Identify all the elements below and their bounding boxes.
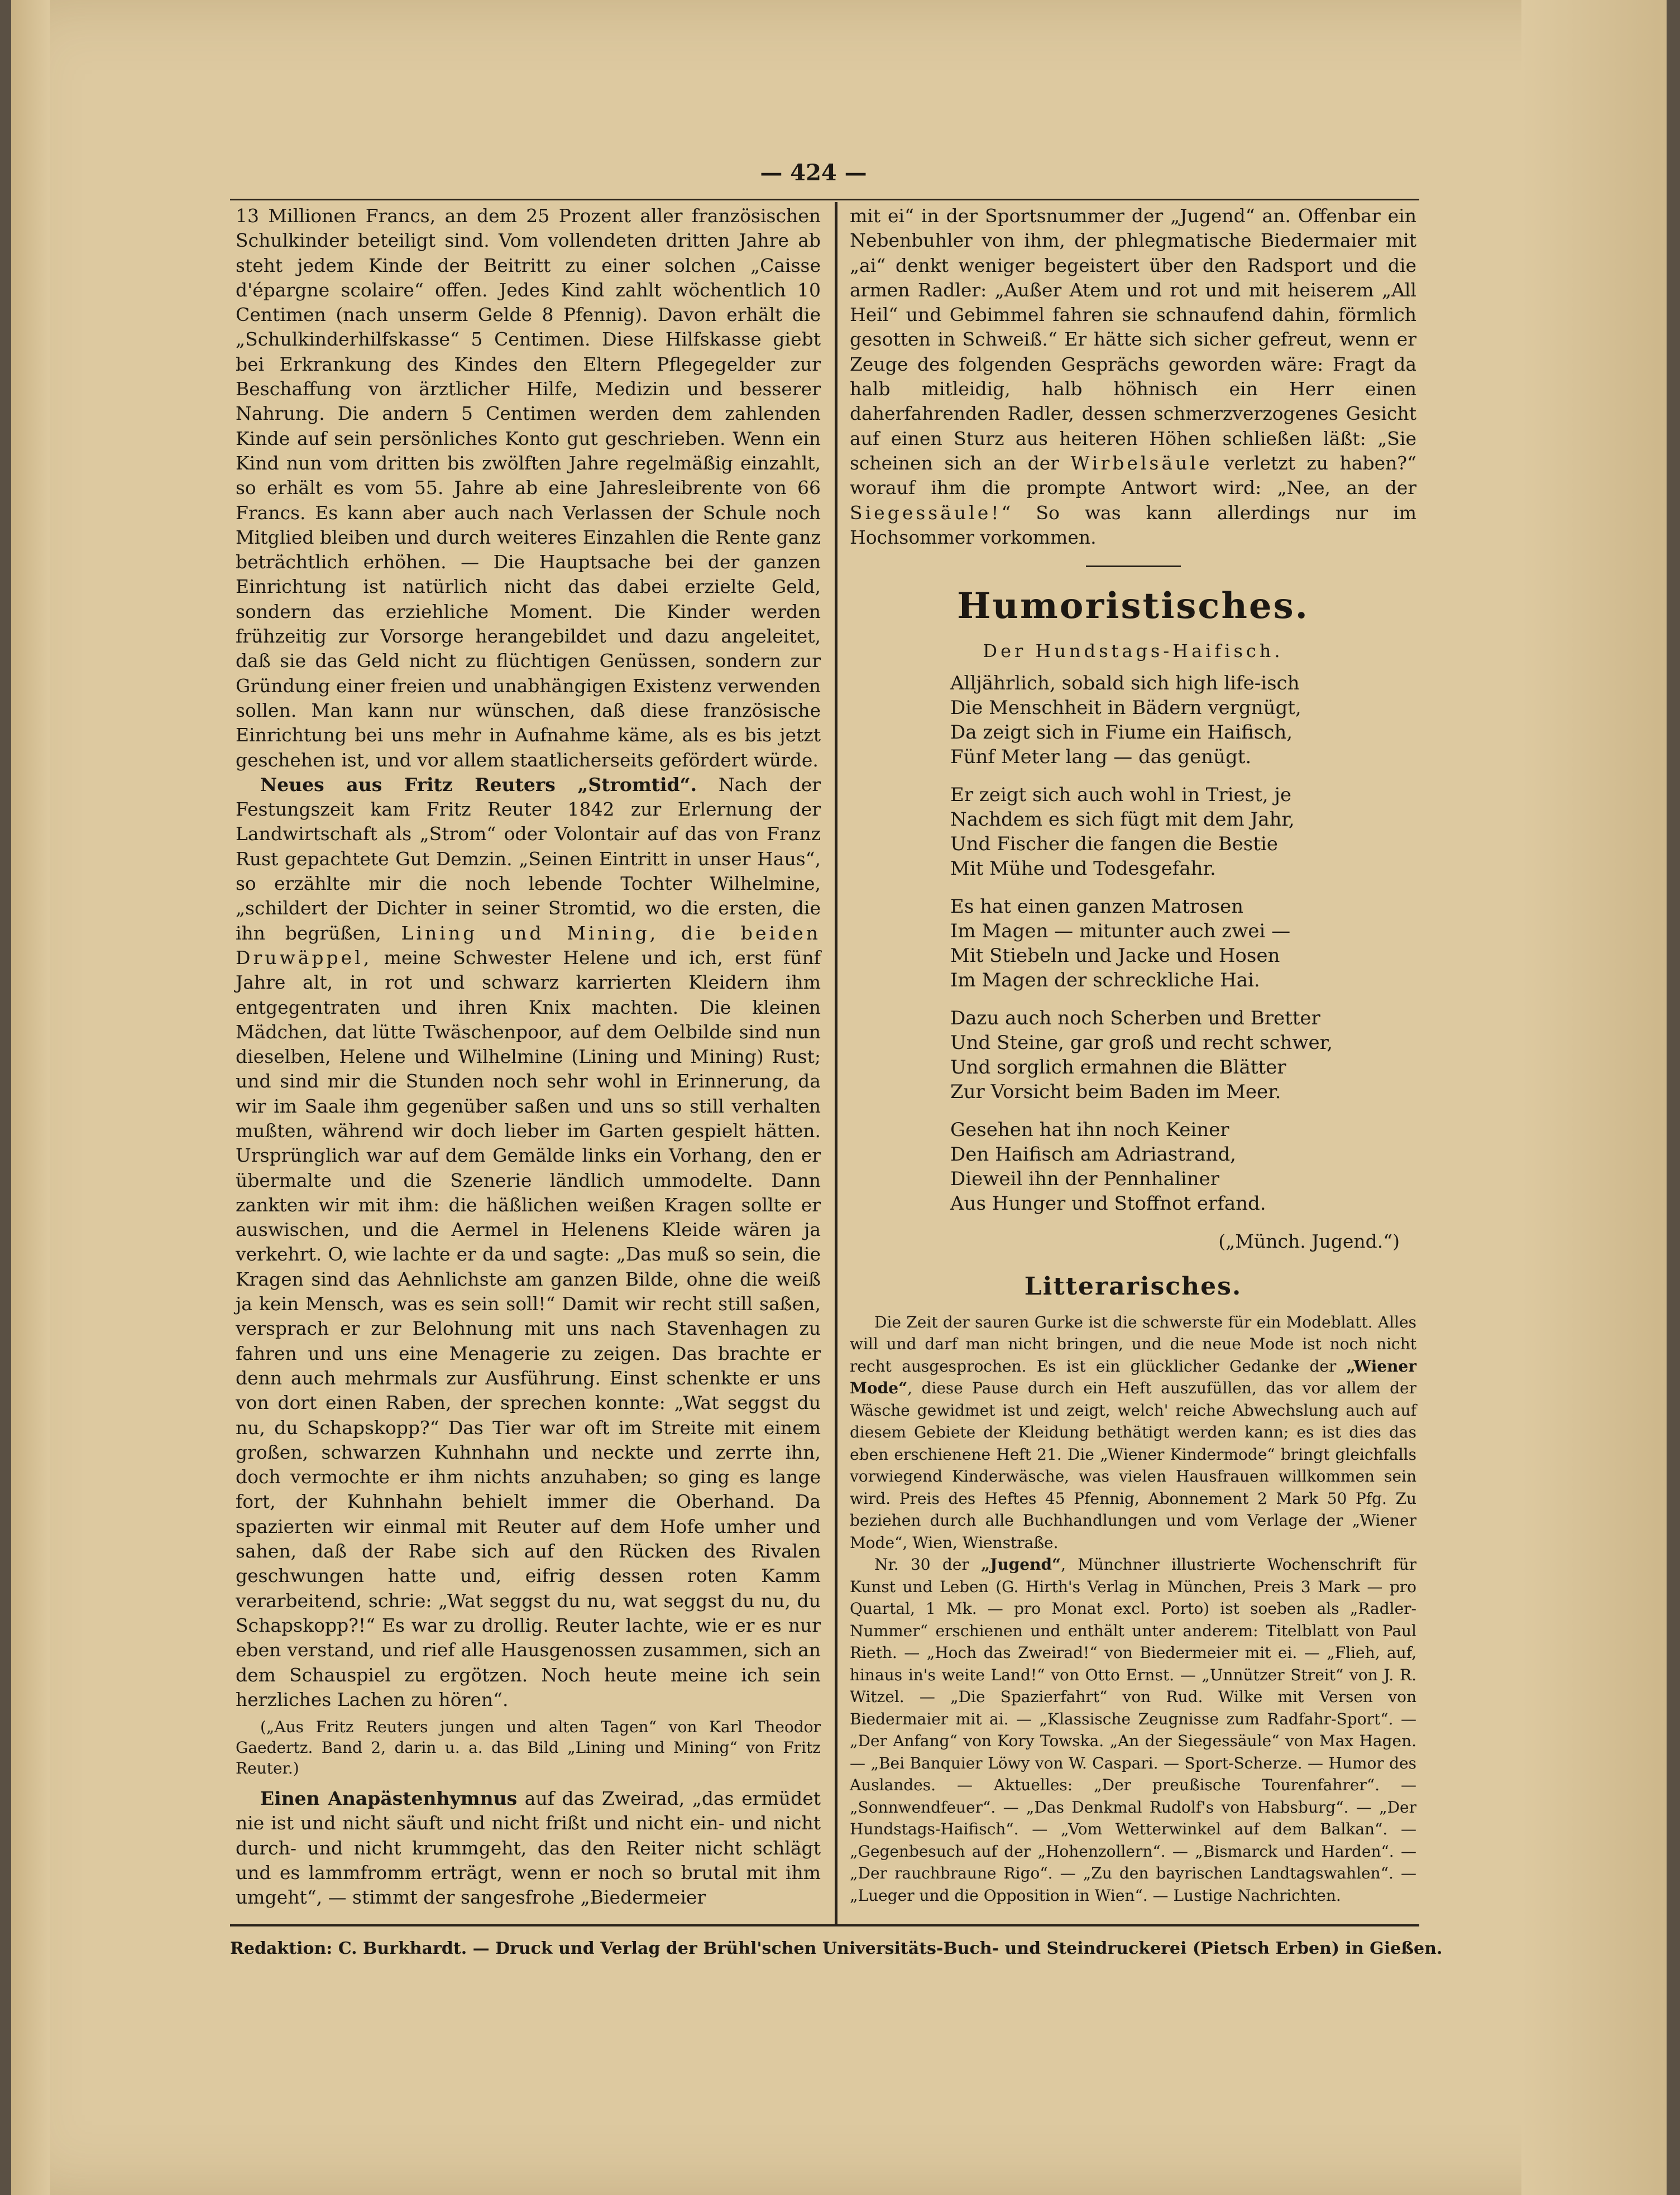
reuter-text-b: meine Schwester Helene und ich, erst fünf Jahre alt, in rot und schwarz karrierten Kleidern ihm entgegentraten und ihren Knix machten. Die kleinen Mädchen, dat lütte Twäschenpoor, auf dem Oelbilde sind nun dieselben, Helene und Wilhelmine (Lining und Mining) Rust; und sind mir die Stunden noch sehr wohl in Erinnerung, da wir im Saale ihm gegenüber saßen und uns so still verhalten mußten, während wir doch lieber im Garten gespielt hätten. Ursprünglich war auf dem Gemälde links ein Vorhang, den er übermalte und die Szenerie ländlich ummodelte. Dann zankten wir mit ihm: die häßlichen weißen Kragen sollte er auswischen, und die Aermel in Helenens Kleide wären ja verkehrt. O, wie lachte er da und sagte: „Das muß so sein, die Kragen sind das Aehnlichste am ganzen Bilde, ohne die weiß ja kein Mensch, was es sein soll!“ Damit wir recht still saßen, versprach er zur Belohnung mit uns nach Stavenhagen zu fahren und uns eine Menagerie zu zeigen. Das brachte er denn auch mehrmals zur Ausführung. Einst schenkte er uns von dort einen Raben, der sprechen konnte: „Wat seggst du nu, du Schapskopp?“ Das Tier war oft im Streite mit einem großen, schwarzen Kuhnhahn und neckte und zerrte ihn, doch vermochte er ihm nichts anzuhaben; so ging es lange fort, der Kuhnhahn behielt immer die Oberhand. Da spazierten wir einmal mit Reuter auf dem Hofe umher und sahen, daß der Rabe sich auf den Rücken des Rivalen geschwungen hatte und, eifrig dessen roten Kamm verarbeitend, schrie: „Wat seggst du nu, wat seggst du nu, du Schapskopp?!“ Es war zu drollig. Reuter lachte, wie er es nur eben verstand, und rief alle Hausgenossen zusammen, sich an dem Schauspiel zu ergötzen. Noch heute meine ich sein herzliches Lachen zu hören“. bbox=[236, 946, 821, 1710]
poem-line: Mit Stiebeln und Jacke und Hosen bbox=[950, 945, 1280, 967]
poem-line: Und sorglich ermahnen die Blätter bbox=[950, 1056, 1286, 1079]
wiener-mode-text-b: , diese Pause durch ein Heft auszufüllen, das vor allem der Wäsche gewidmet ist und zeigt, welch' reiche Abwechslung auch auf diesem Gebiete der Kleidung bethätigt werden kann; es ist dies das eben erschienene Heft 21. Die „Wiener Kindermode“ bringt gleichfalls vorwiegend Kinderwäsche, was vielen Hausfrauen willkommen sein wird. Preis des Heftes 45 Pfennig, Abonnement 2 Mark 50 Pfg. Zu beziehen durch alle Buchhandlungen und vom Verlage der „Wiener Mode“, Wien, Wienstraße. bbox=[850, 1379, 1416, 1552]
poem-line: Fünf Meter lang — das genügt. bbox=[950, 746, 1252, 769]
poem-line: Gesehen hat ihn noch Keiner bbox=[950, 1119, 1229, 1142]
poem-stanza bbox=[950, 1006, 1416, 1104]
spaced-wirbelsaeule: Wirbelsäule bbox=[1070, 452, 1213, 474]
imprint: Redaktion: C. Burkhardt. — Druck und Verlag der Brühl'schen Universitäts-Buch- und Steindruckerei (Pietsch Erben) in Gießen. bbox=[230, 1939, 1443, 1958]
newspaper-page bbox=[11, 0, 1667, 2195]
footer-rule bbox=[230, 1924, 1419, 1926]
jugend-text-a: Nr. 30 der bbox=[874, 1555, 981, 1574]
reuter-text-a: Nach der Festungszeit kam Fritz Reuter 1842 zur Erlernung der Landwirtschaft als „Strom“ oder Volontair auf das von Franz Rust gepachtete Gut Demzin. „Seinen Eintritt in unser Haus“, so erzählte mir die noch lebende Tochter Wilhelmine, „schildert der Dichter in seiner Stromtid, wo die ersten, die ihn begrüßen, bbox=[236, 773, 821, 944]
poem-line: Alljährlich, sobald sich high life-isch bbox=[950, 672, 1300, 695]
poem-line: Und Fischer die fangen die Bestie bbox=[950, 833, 1278, 856]
litterarisches-heading: Litterarisches. bbox=[1024, 1272, 1242, 1301]
paragraph-wiener-mode bbox=[850, 1311, 1416, 1554]
poem-source: („Münch. Jugend.“) bbox=[1218, 1230, 1400, 1253]
poem-line: Da zeigt sich in Fiume ein Haifisch, bbox=[950, 721, 1293, 744]
poem-line: Dieweil ihn der Pennhaliner bbox=[950, 1168, 1219, 1191]
poem-line: Dazu auch noch Scherben und Bretter bbox=[950, 1007, 1320, 1030]
poem-stanza bbox=[950, 783, 1416, 881]
poem-stanza bbox=[950, 1118, 1416, 1216]
anapaest-text: auf das Zweirad, „das ermüdet nie ist und nicht säuft und nicht frißt und nicht ein- und nicht durch- und nicht krummgeht, das den Reiter nicht schlägt und es lammfromm erträgt, wenn er noch so brutal mit ihm umgeht“, — stimmt der sangesfrohe „Biedermeier bbox=[236, 1787, 821, 1909]
paragraph-reuter-stromtid bbox=[236, 773, 821, 1712]
poem-stanza bbox=[950, 671, 1416, 769]
reuter-source-note: („Aus Fritz Reuters jungen und alten Tagen“ von Karl Theodor Gaedertz. Band 2, darin u. a. das Bild „Lining und Mining“ von Fritz Reuter.) bbox=[236, 1718, 821, 1778]
poem-line: Er zeigt sich auch wohl in Triest, je bbox=[950, 784, 1292, 807]
paragraph-jugend bbox=[850, 1554, 1416, 1906]
section-separator bbox=[1086, 565, 1181, 567]
header-rule bbox=[230, 199, 1419, 200]
page-number: — 424 — bbox=[760, 160, 867, 186]
poem-line: Die Menschheit in Bädern vergnügt, bbox=[950, 697, 1301, 720]
anapaest-heading: Einen Anapästenhymnus bbox=[260, 1787, 518, 1810]
left-column bbox=[236, 204, 821, 1910]
page-edge-right bbox=[1521, 0, 1667, 2195]
poem-title: Der Hundstags-Haifisch. bbox=[983, 640, 1284, 662]
column-divider bbox=[835, 202, 837, 1924]
printed-sheet bbox=[208, 0, 1443, 2195]
poem-line: Und Steine, gar groß und recht schwer, bbox=[950, 1032, 1333, 1055]
poem-line: Im Magen — mitunter auch zwei — bbox=[950, 920, 1291, 943]
biedermeier-text-a: mit ei“ in der Sportsnummer der „Jugend“ an. Offenbar ein Nebenbuhler von ihm, der phlegmatische Biedermaier mit „ai“ denkt weniger begeistert über den Radsport und die armen Radler: „Außer Atem und rot und mit heiserem „All Heil“ und Gebimmel fahren sie schnaufend dahin, förmlich gesotten in Schweiß.“ Er hätte sich sicher gefreut, wenn er Zeuge des folgenden Gesprächs geworden wäre: Fragt da halb mitleidig, halb höhnisch ein Herr einen daherfahrenden Radler, dessen schmerzverzogenes Gesicht auf einen Sturz aus heiteren Höhen schließen läßt: „Sie scheinen sich an der bbox=[850, 205, 1416, 474]
biedermeier-text-c: “ So was kann allerdings nur im Hochsommer vorkommen. bbox=[850, 501, 1416, 548]
paragraph-anapaestenhymnus bbox=[236, 1786, 821, 1910]
jugend-title: „Jugend“ bbox=[980, 1555, 1061, 1574]
poem-line: Im Magen der schreckliche Hai. bbox=[950, 969, 1260, 992]
spaced-siegessaeule: Siegessäule! bbox=[850, 501, 1002, 524]
reuter-heading: Neues aus Fritz Reuters „Stromtid“. bbox=[260, 773, 697, 795]
page-edge-left bbox=[11, 0, 50, 2195]
jugend-text-b: , Münchner illustrierte Wochenschrift für Kunst und Leben (G. Hirth's Verlag in München, Preis 3 Mark — pro Quartal, 1 Mk. — pro Monat excl. Porto) ist soeben als „Radler-Nummer“ erschienen und enthält unter anderem: Titelblatt von Paul Rieth. — „Hoch das Zweirad!“ von Biedermeier mit ei. — „Flieh, auf, hinaus in's weite Land!“ von Otto Ernst. — „Unnützer Streit“ von J. R. Witzel. — „Die Spazierfahrt“ von Rud. Wilke mit Versen von Biedermaier mit ai. — „Klassische Zeugnisse zum Radfahr-Sport“. — „Der Anfang“ von Kory Towska. „An der Siegessäule“ von Max Hagen. — „Bei Banquier Löwy von W. Caspari. — Sport-Scherze. — Humor des Auslandes. — Aktuelles: „Der preußische Tourenfahrer“. — „Sonnwendfeuer“. — „Das Denkmal Rudolf's von Habsburg“. — „Der Hundstags-Haifisch“. — „Vom Wetterwinkel auf dem Balkan“. — „Gegenbesuch auf der „Hohenzollern“. — „Bismarck und Harden“. — „Der rauchbraune Rigo“. — „Zu den bayrischen Landtagswahlen“. — „Lueger und die Opposition in Wien“. — Lustige Nachrichten. bbox=[850, 1555, 1417, 1905]
poem-line: Mit Mühe und Todesgefahr. bbox=[950, 857, 1216, 880]
paragraph-biedermeier bbox=[850, 204, 1416, 550]
poem-line: Den Haifisch am Adriastrand, bbox=[950, 1143, 1236, 1166]
poem-line: Nachdem es sich fügt mit dem Jahr, bbox=[950, 808, 1295, 831]
poem-line: Aus Hunger und Stoffnot erfand. bbox=[950, 1192, 1266, 1215]
humor-heading: Humoristisches. bbox=[957, 585, 1309, 627]
wiener-mode-title: „Wiener Mode“ bbox=[850, 1357, 1416, 1398]
paragraph-caisse-epargne: 13 Millionen Francs, an dem 25 Prozent aller französischen Schulkinder beteiligt sind. Vom vollendeten dritten Jahre ab steht jedem Kinde der Beitritt zu einer solchen „Caisse d'épargne scolaire“ offen. Jedes Kind zahlt wöchentlich 10 Centimen (nach unserm Gelde 8 Pfennig). Davon erhält die „Schulkinderhilfskasse“ 5 Centimen. Diese Hilfskasse giebt bei Erkrankung des Kindes den Eltern Pflegegelder zur Beschaffung von ärztlicher Hilfe, Medizin und besserer Nahrung. Die andern 5 Centimen werden dem zahlenden Kinde auf sein persönliches Konto gut geschrieben. Wenn ein Kind nun vom dritten bis zwölften Jahre regelmäßig einzahlt, so erhält es vom 55. Jahre ab eine Jahresleibrente von 66 Francs. Es kann aber auch nach Verlassen der Schule noch Mitglied bleiben und durch weiteres Einzahlen die Rente ganz beträchtlich erhöhen. — Die Hauptsache bei der ganzen Einrichtung ist natürlich nicht das dabei erzielte Geld, sondern das erziehliche Moment. Die Kinder werden frühzeitig zur Vorsorge herangebildet und dazu angeleitet, daß sie das Geld nicht zu flüchtigen Genüssen, sondern zur Gründung einer freien und unabhängigen Existenz verwenden sollen. Man kann nur wünschen, daß diese französische Einrichtung bei uns mehr in Aufnahme käme, als es bis jetzt geschehen ist, und vor allem staatlicherseits gefördert würde. bbox=[236, 205, 821, 771]
poem-line: Es hat einen ganzen Matrosen bbox=[950, 895, 1244, 918]
reuter-spaced-names: Lining und Mining, die beiden Druwäppel, bbox=[236, 922, 821, 969]
poem-stanza bbox=[950, 894, 1416, 993]
wiener-mode-text-a: Die Zeit der sauren Gurke ist die schwerste für ein Modeblatt. Alles will und darf man nicht bringen, und die neue Mode ist noch nicht recht ausgesprochen. Es ist ein glücklicher Gedanke der bbox=[850, 1312, 1416, 1376]
biedermeier-text-b: verletzt zu haben?“ worauf ihm die prompte Antwort wird: „Nee, an der bbox=[850, 452, 1416, 499]
right-column bbox=[850, 204, 1416, 1906]
poem-line: Zur Vorsicht beim Baden im Meer. bbox=[950, 1081, 1281, 1104]
